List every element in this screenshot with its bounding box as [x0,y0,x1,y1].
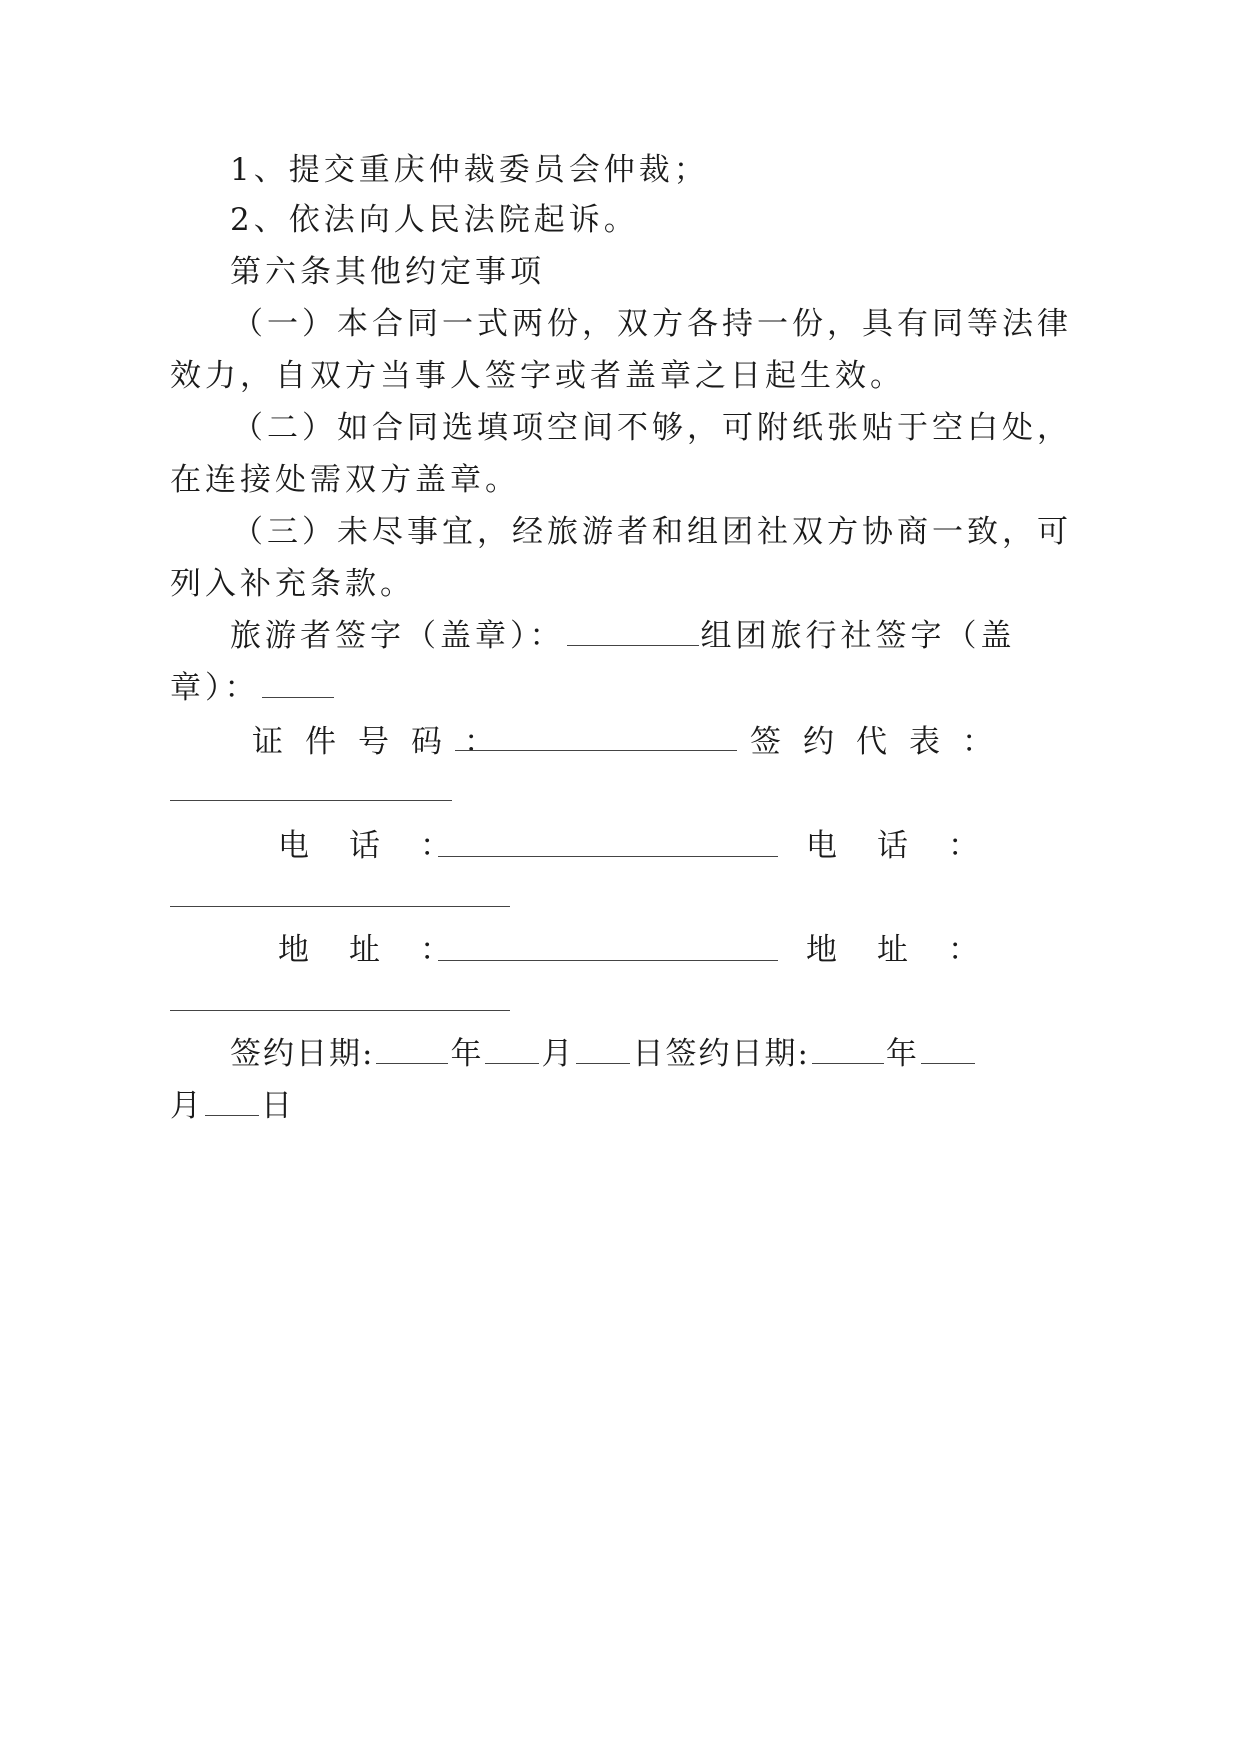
month-blank-2-inline[interactable] [921,1037,975,1064]
phone-label-2: 电话： [806,828,1019,864]
phone-blank-2[interactable] [170,906,510,907]
date-row-cont [170,1086,294,1126]
item-1-line-2: 效力，自双方当事人签字或者盖章之日起生效。 [170,358,905,394]
day-label: 日 [632,1036,666,1072]
year-label-2: 年 [885,1036,919,1072]
clause-item-1: 1、提交重庆仲裁委员会仲裁； [230,152,709,188]
agency-signature-blank[interactable] [262,671,334,698]
agency-signature-label: 组团旅行社签字（盖 [700,618,1016,654]
date-row [230,1034,977,1074]
phone-blank[interactable] [438,856,778,857]
date-label-2: 签约日期: [665,1036,810,1072]
address-label: 地址： [278,932,491,968]
id-number-blank[interactable] [455,750,737,751]
address-blank-2[interactable] [170,1010,510,1011]
agency-signature-label-cont: 章）： [170,670,260,706]
id-number-label: 证件号码： [252,724,517,760]
address-label-2: 地址： [806,932,1019,968]
item-1-line-1: （一）本合同一式两份，双方各持一份，具有同等法律 [232,306,1072,342]
day-blank-2[interactable] [205,1089,259,1116]
address-blank[interactable] [438,960,778,961]
signature-row [230,616,1016,656]
item-3-line-1: （三）未尽事宜，经旅游者和组团社双方协商一致，可 [232,514,1072,550]
month-label: 月 [541,1036,575,1072]
signature-row-cont [170,668,336,708]
representative-label: 签约代表： [750,724,1015,760]
clause-item-2: 2、依法向人民法院起诉。 [230,202,639,238]
representative-blank[interactable] [170,800,452,801]
day-label-2: 日 [261,1088,294,1124]
year-blank-2[interactable] [812,1037,884,1064]
phone-label: 电话： [278,828,491,864]
day-blank[interactable] [576,1037,630,1064]
tourist-signature-blank[interactable] [567,619,699,646]
month-label-2: 月 [170,1088,203,1124]
item-2-line-2: 在连接处需双方盖章。 [170,462,520,498]
article-6-title: 第六条其他约定事项 [230,254,545,290]
date-label: 签约日期: [230,1036,375,1072]
item-2-line-1: （二）如合同选填项空间不够，可附纸张贴于空白处， [232,410,1072,446]
year-blank[interactable] [376,1037,448,1064]
item-3-line-2: 列入补充条款。 [170,566,415,602]
month-blank[interactable] [485,1037,539,1064]
year-label: 年 [450,1036,484,1072]
tourist-signature-label: 旅游者签字（盖章）： [230,618,565,654]
